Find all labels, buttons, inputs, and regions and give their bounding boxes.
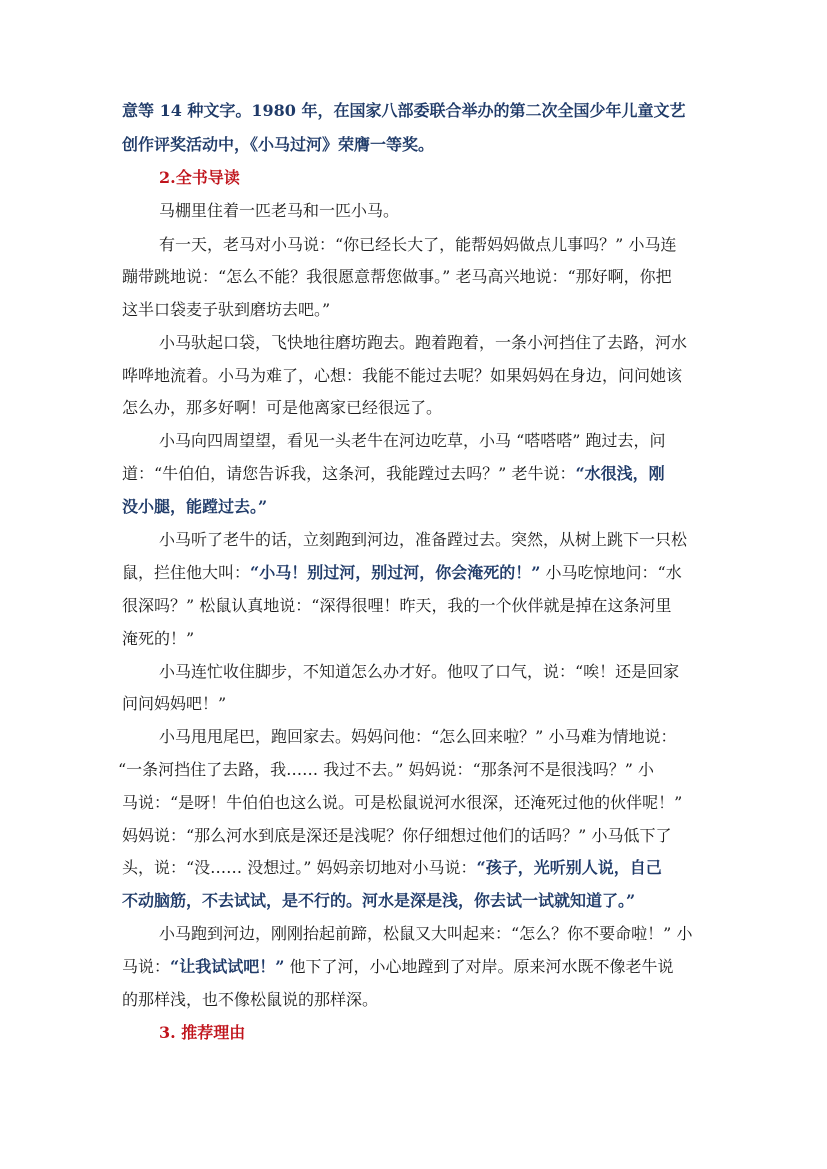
ox-quote-emphasis: “水很浅，刚: [575, 464, 665, 483]
story-p6-line-1: 小马连忙收住脚步，不知道怎么办才好。他叹了口气，说：“唉！还是回家: [159, 662, 680, 681]
story-p4-line-2-plain: 道：“牛伯伯，请您告诉我，这条河，我能蹚过去吗？” 老牛说：: [122, 464, 576, 483]
story-p4-line-2: [122, 464, 665, 484]
story-p8-line-2: [122, 957, 674, 977]
squirrel-quote-emphasis: “小马！别过河，别过河，你会淹死的！”: [250, 563, 541, 582]
story-p2-line-3: 这半口袋麦子驮到磨坊去吧。”: [122, 300, 331, 319]
story-p5-line-2: [122, 563, 682, 583]
story-p7-line-3: 马说：“是呀！牛伯伯也这么说。可是松鼠说河水很深，还淹死过他的伙伴呢！”: [122, 793, 683, 812]
story-p5-line-3: 很深吗？” 松鼠认真地说：“深得很哩！昨天，我的一个伙伴就是掉在这条河里: [122, 596, 672, 615]
story-p7-line-5-plain: 头，说：“没…… 没想过。” 妈妈亲切地对小马说：: [122, 858, 477, 877]
story-p7-line-5: [122, 858, 662, 878]
story-p3-line-2: 哗哗地流着。小马为难了，心想：我能不能过去呢？如果妈妈在身边，问问她该: [122, 366, 683, 385]
story-p5-line-1: 小马听了老牛的话，立刻跑到河边，准备蹚过去。突然，从树上跳下一只松: [159, 530, 688, 549]
intro-line-2: 创作评奖活动中，《小马过河》荣膺一等奖。: [122, 135, 435, 154]
story-p8-line-2-plain: 马说：: [122, 957, 171, 976]
story-p6-line-2: 问问妈妈吧！”: [122, 694, 227, 713]
story-p5-line-4: 淹死的！”: [122, 629, 195, 648]
story-p3-line-3: 怎么办，那多好啊！可是他离家已经很远了。: [122, 398, 443, 417]
intro-line-1: 意等 14 种文字。1980 年，在国家八部委联合举办的第二次全国少年儿童文艺: [122, 101, 686, 120]
story-p3-line-1: 小马驮起口袋，飞快地往磨坊跑去。跑着跑着，一条小河挡住了去路，河水: [159, 333, 688, 352]
section-3-heading: 3. 推荐理由: [159, 1023, 246, 1042]
story-p5-line-2-tail: 小马吃惊地问：“水: [540, 563, 682, 582]
story-p4-line-3: 没小腿，能蹚过去。”: [122, 497, 268, 516]
story-p7-line-2: “一条河挡住了去路，我…… 我过不去。” 妈妈说：“那条河不是很浅吗？” 小: [118, 760, 654, 779]
mother-advice-emphasis: “孩子，光听别人说，自己: [476, 858, 662, 877]
story-p8-line-1: 小马跑到河边，刚刚抬起前蹄，松鼠又大叫起来：“怎么？你不要命啦！” 小: [159, 924, 693, 943]
story-p2-line-2: 蹦带跳地说：“怎么不能？我很愿意帮您做事。” 老马高兴地说：“那好啊，你把: [122, 267, 672, 286]
story-p4-line-1: 小马向四周望望，看见一头老牛在河边吃草，小马 “嗒嗒嗒” 跑过去，问: [159, 431, 666, 450]
story-paragraph-1: 马棚里住着一匹老马和一匹小马。: [159, 201, 400, 220]
story-p8-line-2-tail: 他下了河，小心地蹚到了对岸。原来河水既不像老牛说: [284, 957, 674, 976]
story-p7-line-4: 妈妈说：“那么河水到底是深还是浅呢？你仔细想过他们的话吗？” 小马低下了: [122, 826, 672, 845]
story-p2-line-1: 有一天，老马对小马说：“你已经长大了，能帮妈妈做点儿事吗？” 小马连: [159, 235, 677, 254]
story-p7-line-6: 不动脑筋，不去试试，是不行的。河水是深是浅，你去试一试就知道了。”: [122, 891, 636, 910]
section-2-heading: 2.全书导读: [159, 168, 240, 187]
story-p8-line-3: 的那样浅，也不像松鼠说的那样深。: [122, 990, 379, 1009]
story-p7-line-1: 小马甩甩尾巴，跑回家去。妈妈问他：“怎么回来啦？” 小马难为情地说：: [159, 727, 677, 746]
pony-quote-emphasis: “让我试试吧！”: [170, 957, 285, 976]
story-p5-line-2-plain: 鼠，拦住他大叫：: [122, 563, 251, 582]
